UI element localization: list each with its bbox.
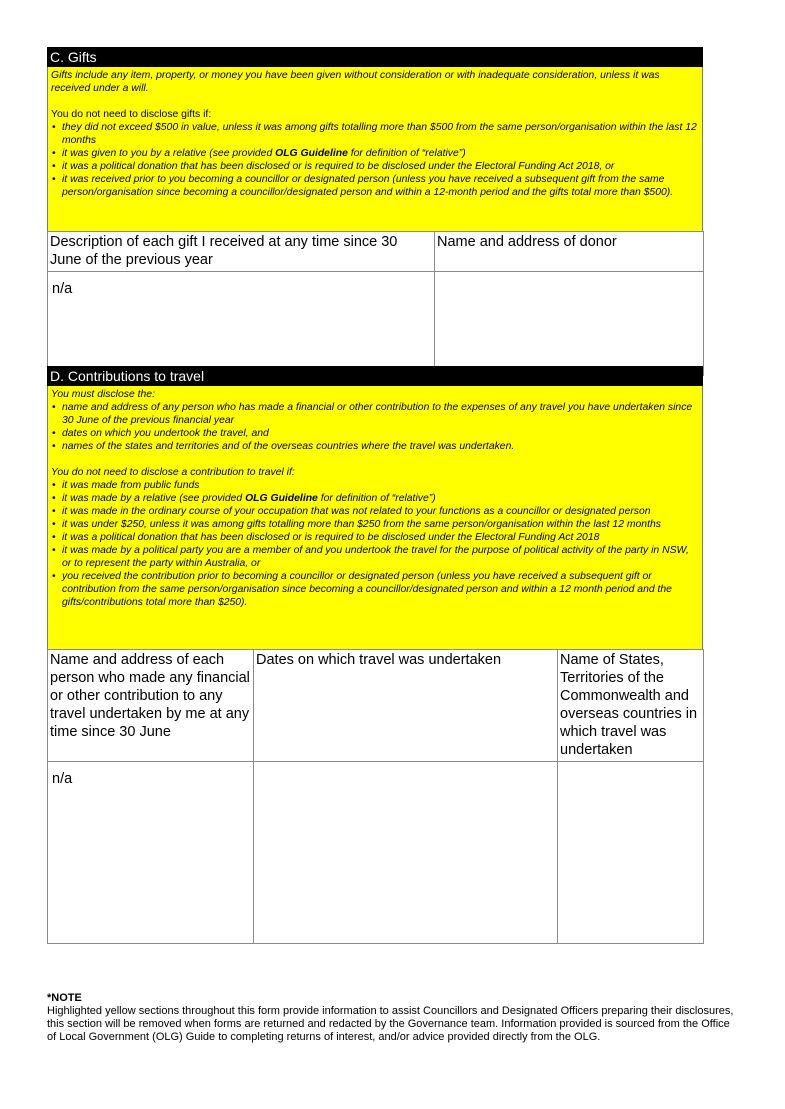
gifts-exemption-bullet: • they did not exceed $500 in value, unless it was among gifts totalling more than $500 from the same person/organisation within the last 12 months (51, 121, 699, 147)
travel-header: D. Contributions to travel (47, 366, 703, 386)
travel-exemption-bullet: • it was under $250, unless it was among gifts totalling more than $250 from the same person/organisation within the last 12 months (51, 518, 699, 531)
gifts-header: C. Gifts (47, 47, 703, 67)
travel-col-dates-header: Dates on which travel was undertaken (254, 650, 558, 762)
travel-col-places-header: Name of States, Territories of the Commonwealth and overseas countries in which travel was undertaken (558, 650, 704, 762)
gifts-exemption-list (51, 121, 699, 199)
travel-dates-cell[interactable] (254, 762, 558, 944)
travel-must-bullet: • dates on which you undertook the travel, and (51, 427, 699, 440)
travel-must-title: You must disclose the: (51, 389, 155, 400)
gifts-no-disclose-title: You do not need to disclose gifts if: (51, 109, 212, 120)
travel-no-disclose-title: You do not need to disclose a contribution to travel if: (51, 467, 295, 478)
travel-section (47, 366, 703, 944)
travel-must-bullet: • name and address of any person who has made a financial or other contribution to the expenses of any travel you have undertaken since 30 June of the previous financial year (51, 401, 699, 427)
travel-must-list (51, 401, 699, 453)
travel-contributor-cell[interactable]: n/a (48, 762, 254, 944)
gifts-exemption-bullet: • it was received prior to you becoming a councillor or designated person (unless you have received a subsequent gift from the same person/organisation since becoming a councillor/designated person and within a 12-month period and the gifts total more than $500). (51, 173, 699, 199)
gifts-guidance (47, 67, 703, 231)
travel-exemption-list (51, 479, 699, 609)
travel-col-contributor-header: Name and address of each person who made any financial or other contribution to any travel undertaken by me at any time since 30 June (48, 650, 254, 762)
gifts-intro: Gifts include any item, property, or money you have been given without consideration or with inadequate consideration, unless it was received under a will. (51, 70, 660, 94)
gifts-exemption-bullet: • it was a political donation that has been disclosed or is required to be disclosed under the Electoral Funding Act 2018, or (51, 160, 699, 173)
travel-exemption-bullet: • it was made by a relative (see provided OLG Guideline for definition of “relative”) (51, 492, 699, 505)
travel-table (47, 649, 704, 944)
travel-exemption-bullet: • it was made from public funds (51, 479, 699, 492)
gifts-description-cell[interactable]: n/a (48, 272, 435, 376)
gifts-table (47, 231, 704, 376)
gifts-exemption-bullet: • it was given to you by a relative (see provided OLG Guideline for definition of “relative”) (51, 147, 699, 160)
gifts-col-description-header: Description of each gift I received at any time since 30 June of the previous year (48, 232, 435, 272)
gifts-donor-cell[interactable] (435, 272, 704, 376)
note-text: Highlighted yellow sections throughout this form provide information to assist Councillors and Designated Officers preparing their disclosures, this section will be removed when forms are returned and redacted by the Governance team. Information provided is sourced from the Office of Local Government (OLG) Guide to completing returns of interest, and/or advice provided directly from the OLG. (47, 1005, 734, 1043)
gifts-col-donor-header: Name and address of donor (435, 232, 704, 272)
travel-places-cell[interactable] (558, 762, 704, 944)
travel-exemption-bullet: • you received the contribution prior to becoming a councillor or designated person (unless you have received a subsequent gift or contribution from the same person/organisation since becoming a councillor/designated person and within a 12 month period and the gifts/contributions total more than $250). (51, 570, 699, 609)
note-title: *NOTE (47, 992, 82, 1004)
travel-exemption-bullet: • it was made by a political party you are a member of and you undertook the travel for the purpose of political activity of the party in NSW, or to represent the party within Australia, or (51, 544, 699, 570)
travel-guidance (47, 386, 703, 649)
travel-must-bullet: • names of the states and territories and of the overseas countries where the travel was undertaken. (51, 440, 699, 453)
footer-note (47, 992, 737, 1044)
travel-exemption-bullet: • it was made in the ordinary course of your occupation that was not related to your functions as a councillor or designated person (51, 505, 699, 518)
travel-exemption-bullet: • it was a political donation that has been disclosed or is required to be disclosed under the Electoral Funding Act 2018 (51, 531, 699, 544)
gifts-section (47, 47, 703, 376)
